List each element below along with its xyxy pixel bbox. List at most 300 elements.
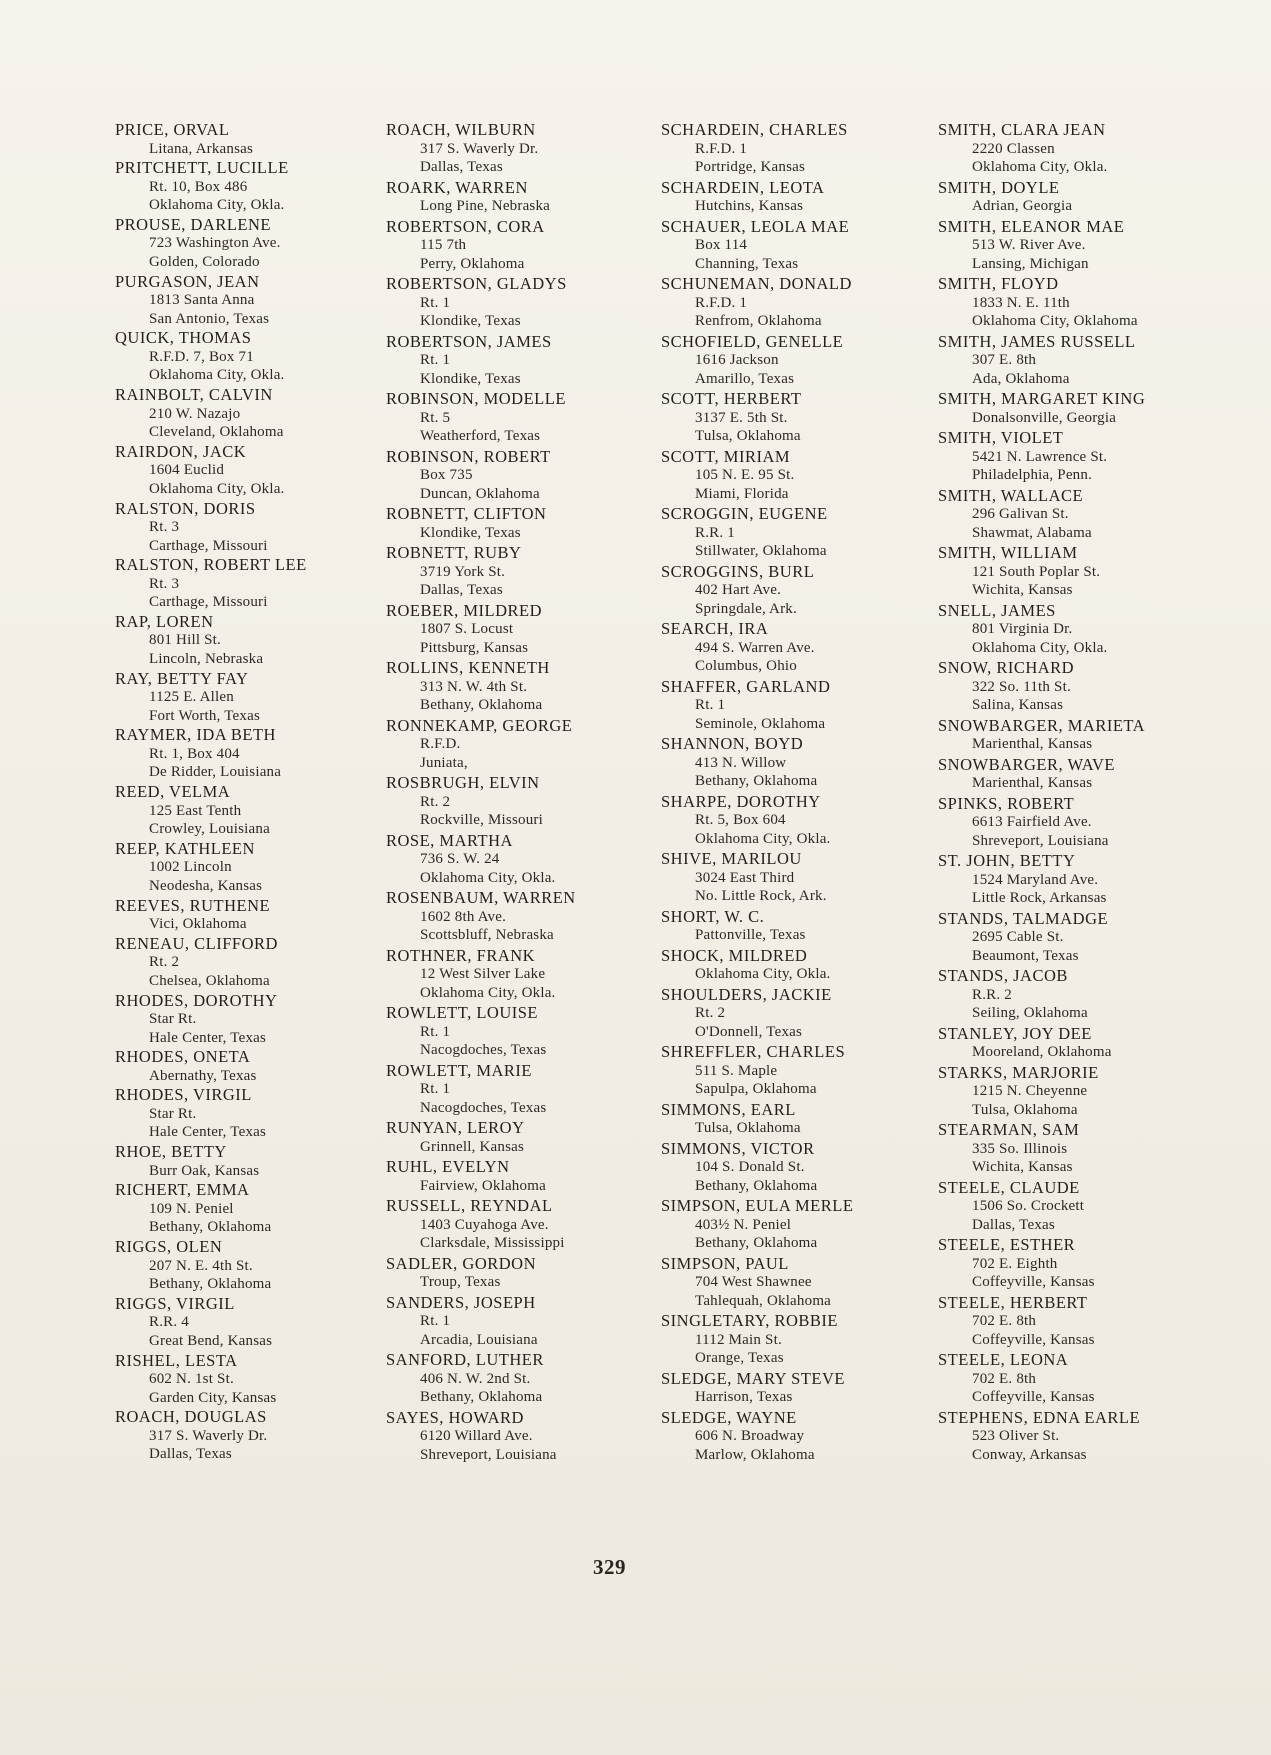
entry-address-line: 1813 Santa Anna: [149, 292, 255, 309]
entry-address-line: Juniata,: [420, 754, 468, 771]
entry-name: ROACH, DOUGLAS: [115, 1407, 267, 1427]
entry-address-line: R.F.D.: [420, 736, 461, 752]
entry-address-line: 3024 East Third: [695, 869, 795, 886]
entry-name: STEELE, HERBERT: [938, 1292, 1088, 1312]
directory-entry: [115, 670, 380, 726]
entry-address-line: 210 W. Nazajo: [149, 405, 241, 422]
entry-address-line: 413 N. Willow: [695, 754, 787, 771]
entry-address-line: Hale Center, Texas: [149, 1029, 267, 1046]
entry-address-line: 736 S. W. 24: [420, 851, 500, 867]
entry-name: ROBNETT, CLIFTON: [386, 504, 547, 523]
entry-name: SNELL, JAMES: [938, 600, 1056, 620]
entry-name: SMITH, DOYLE: [938, 177, 1060, 197]
entry-address-line: Seminole, Oklahoma: [695, 715, 826, 732]
entry-name: RUHL, EVELYN: [386, 1157, 510, 1176]
directory-entry: [115, 216, 380, 272]
entry-address-line: Coffeyville, Kansas: [972, 1274, 1095, 1290]
entry-address-line: 1833 N. E. 11th: [972, 294, 1070, 311]
entry-name: SLEDGE, MARY STEVE: [661, 1368, 845, 1388]
directory-entry: [938, 1179, 1238, 1235]
directory-entry: [386, 659, 656, 715]
directory-entry: [938, 1351, 1238, 1407]
entry-address-line: Hale Center, Texas: [149, 1124, 267, 1141]
directory-entry: [386, 1351, 656, 1407]
entry-address-line: 12 West Silver Lake: [420, 966, 546, 982]
entry-address-line: Rt. 1: [420, 1081, 451, 1097]
entry-address-line: Box 735: [420, 467, 473, 483]
entry-address-line: Bethany, Oklahoma: [420, 1389, 543, 1405]
entry-address-line: Dallas, Texas: [972, 1216, 1055, 1233]
entry-address-line: Coffeyville, Kansas: [972, 1331, 1095, 1348]
entry-address-line: Tulsa, Oklahoma: [695, 1120, 801, 1136]
entry-name: SNOWBARGER, WAVE: [938, 754, 1115, 774]
entry-name: SCROGGINS, BURL: [661, 561, 815, 581]
directory-entry: [661, 218, 933, 274]
directory-entry: [661, 620, 933, 676]
entry-address-line: 307 E. 8th: [972, 352, 1037, 368]
entry-address-line: 1125 E. Allen: [149, 689, 234, 706]
entry-address-line: 702 E. Eighth: [972, 1255, 1058, 1272]
entry-address-line: Tahlequah, Oklahoma: [695, 1292, 832, 1309]
entry-address-line: Perry, Oklahoma: [420, 255, 525, 272]
entry-address-line: No. Little Rock, Ark.: [695, 888, 827, 904]
directory-entry: [386, 774, 656, 830]
entry-address-line: Tulsa, Oklahoma: [972, 1101, 1078, 1118]
entry-address-line: Dallas, Texas: [420, 159, 503, 175]
entry-name: SMITH, CLARA JEAN: [938, 120, 1106, 139]
entry-name: SMITH, JAMES RUSSELL: [938, 331, 1136, 351]
entry-address-line: Orange, Texas: [695, 1350, 784, 1366]
entry-name: SLEDGE, WAYNE: [661, 1407, 797, 1427]
entry-address-line: 115 7th: [420, 237, 467, 253]
entry-address-line: 317 S. Waverly Dr.: [149, 1427, 268, 1444]
entry-address-line: 1506 So. Crockett: [972, 1198, 1085, 1214]
directory-entry: [938, 121, 1238, 177]
entry-name: RAP, LOREN: [115, 611, 214, 631]
directory-entry: [938, 275, 1238, 331]
entry-address-line: 105 N. E. 95 St.: [695, 467, 795, 483]
entry-address-line: Fort Worth, Texas: [149, 707, 261, 724]
entry-address-line: Rt. 2: [695, 1005, 726, 1021]
entry-address-line: Rt. 2: [149, 954, 180, 971]
entry-address-line: Grinnell, Kansas: [420, 1138, 525, 1155]
entry-name: ROBERTSON, GLADYS: [386, 274, 567, 293]
directory-entry: [386, 505, 656, 542]
entry-address-line: 523 Oliver St.: [972, 1428, 1060, 1444]
entry-address-line: 2695 Cable St.: [972, 929, 1064, 945]
entry-address-line: R.R. 1: [695, 524, 735, 541]
entry-name: SMITH, WALLACE: [938, 485, 1084, 505]
entry-name: PURGASON, JEAN: [115, 271, 260, 291]
entry-address-line: Tulsa, Oklahoma: [695, 428, 801, 444]
entry-address-line: 1602 8th Ave.: [420, 908, 507, 925]
entry-address-line: Rt. 10, Box 486: [149, 178, 248, 195]
entry-address-line: Renfrom, Oklahoma: [695, 313, 822, 329]
entry-address-line: 335 So. Illinois: [972, 1140, 1068, 1157]
entry-address-line: Clarksdale, Mississippi: [420, 1235, 565, 1251]
entry-name: SPINKS, ROBERT: [938, 793, 1075, 813]
entry-name: SCHAUER, LEOLA MAE: [661, 216, 850, 236]
entry-name: ROSENBAUM, WARREN: [386, 888, 576, 907]
entry-address-line: Star Rt.: [149, 1011, 197, 1027]
directory-entry: [661, 735, 933, 791]
entry-address-line: Shreveport, Louisiana: [420, 1446, 557, 1463]
entry-name: ROBERTSON, CORA: [386, 216, 545, 236]
directory-entry: [115, 121, 380, 158]
entry-address-line: 296 Galivan St.: [972, 506, 1069, 522]
entry-address-line: Rt. 1: [420, 1023, 451, 1040]
entry-address-line: Nacogdoches, Texas: [420, 1042, 547, 1058]
directory-entry: [386, 218, 656, 274]
entry-address-line: Pittsburg, Kansas: [420, 639, 529, 656]
directory-entry: [661, 1312, 933, 1368]
entry-name: RHODES, ONETA: [115, 1047, 251, 1067]
entry-name: SMITH, VIOLET: [938, 428, 1064, 447]
directory-entry: [661, 986, 933, 1042]
entry-address-line: Klondike, Texas: [420, 313, 521, 329]
entry-name: RHODES, VIRGIL: [115, 1085, 252, 1105]
entry-name: SINGLETARY, ROBBIE: [661, 1311, 838, 1330]
entry-address-line: Oklahoma City, Okla.: [972, 639, 1108, 656]
directory-entry: [386, 179, 656, 216]
directory-entry: [386, 448, 656, 504]
directory-entry: [115, 726, 380, 782]
column-3: [661, 121, 933, 1464]
entry-address-line: 801 Hill St.: [149, 632, 221, 649]
directory-entry: [661, 908, 933, 945]
entry-address-line: 6120 Willard Ave.: [420, 1428, 533, 1444]
directory-entry: [661, 1255, 933, 1311]
entry-address-line: Amarillo, Texas: [695, 370, 795, 387]
entry-address-line: Bethany, Oklahoma: [420, 697, 543, 713]
entry-address-line: 1524 Maryland Ave.: [972, 871, 1099, 888]
entry-address-line: Chelsea, Oklahoma: [149, 972, 270, 989]
page-number: 329: [593, 1555, 626, 1579]
directory-entry: [386, 947, 656, 1003]
entry-address-line: Oklahoma City, Okla.: [420, 984, 556, 1001]
entry-address-line: Oklahoma City, Okla.: [972, 159, 1108, 175]
entry-address-line: Miami, Florida: [695, 485, 789, 502]
directory-entry: [386, 1294, 656, 1350]
entry-name: SMITH, MARGARET KING: [938, 389, 1146, 408]
entry-name: QUICK, THOMAS: [115, 328, 252, 348]
column-1: [115, 121, 380, 1464]
entry-address-line: Ada, Oklahoma: [972, 370, 1070, 387]
entry-address-line: 1403 Cuyahoga Ave.: [420, 1216, 549, 1233]
directory-entry: [938, 429, 1238, 485]
directory-entry: [661, 333, 933, 389]
directory-entry: [938, 1409, 1238, 1465]
entry-address-line: Wichita, Kansas: [972, 1159, 1073, 1175]
entry-name: ROBINSON, ROBERT: [386, 446, 551, 466]
entry-address-line: Oklahoma City, Okla.: [149, 367, 285, 384]
entry-address-line: 801 Virginia Dr.: [972, 621, 1073, 637]
entry-name: SHIVE, MARILOU: [661, 849, 802, 868]
entry-name: PRICE, ORVAL: [115, 120, 230, 139]
directory-entry: [115, 159, 380, 215]
entry-address-line: Little Rock, Arkansas: [972, 890, 1107, 906]
entry-address-line: Bethany, Oklahoma: [695, 1177, 818, 1194]
entry-name: PROUSE, DARLENE: [115, 214, 272, 234]
entry-name: RUSSELL, REYNDAL: [386, 1196, 553, 1215]
entry-name: STANDS, TALMADGE: [938, 908, 1109, 928]
entry-name: SHOULDERS, JACKIE: [661, 984, 832, 1004]
entry-name: ROSBRUGH, ELVIN: [386, 773, 540, 792]
entry-name: ROEBER, MILDRED: [386, 600, 542, 620]
entry-name: SCHOFIELD, GENELLE: [661, 331, 844, 351]
entry-address-line: Bethany, Oklahoma: [149, 1276, 272, 1293]
directory-entry: [661, 1101, 933, 1138]
directory-entry: [938, 1025, 1238, 1062]
directory-entry: [386, 275, 656, 331]
entry-name: RICHERT, EMMA: [115, 1180, 250, 1200]
entry-address-line: 406 N. W. 2nd St.: [420, 1370, 531, 1387]
entry-name: SIMPSON, EULA MERLE: [661, 1196, 854, 1215]
entry-name: SANDERS, JOSEPH: [386, 1292, 536, 1312]
directory-entry: [661, 448, 933, 504]
entry-address-line: Bethany, Oklahoma: [695, 1235, 818, 1251]
entry-name: SIMPSON, PAUL: [661, 1253, 789, 1273]
entry-address-line: Rt. 3: [149, 575, 180, 592]
entry-address-line: 702 E. 8th: [972, 1313, 1037, 1329]
entry-address-line: 2220 Classen: [972, 140, 1055, 157]
entry-address-line: 121 South Poplar St.: [972, 563, 1101, 580]
directory-entry: [386, 1119, 656, 1156]
entry-address-line: Dallas, Texas: [149, 1446, 232, 1463]
entry-address-line: Portridge, Kansas: [695, 159, 806, 175]
entry-address-line: O'Donnell, Texas: [695, 1023, 803, 1040]
entry-address-line: Cleveland, Oklahoma: [149, 424, 284, 441]
entry-name: REEP, KATHLEEN: [115, 838, 255, 858]
entry-name: SMITH, FLOYD: [938, 274, 1059, 293]
entry-address-line: 511 S. Maple: [695, 1062, 778, 1079]
entry-name: RALSTON, DORIS: [115, 498, 256, 518]
directory-entry: [386, 602, 656, 658]
entry-name: RHODES, DOROTHY: [115, 990, 278, 1010]
entry-address-line: Adrian, Georgia: [972, 198, 1073, 214]
directory-entry: [661, 1370, 933, 1407]
directory-entry: [386, 1004, 656, 1060]
directory-entry: [661, 1043, 933, 1099]
entry-address-line: 494 S. Warren Ave.: [695, 639, 815, 656]
entry-name: SHAFFER, GARLAND: [661, 676, 831, 696]
directory-entry: [115, 273, 380, 329]
entry-name: RALSTON, ROBERT LEE: [115, 555, 307, 575]
directory-entry: [386, 333, 656, 389]
directory-entry: [115, 1181, 380, 1237]
entry-address-line: Klondike, Texas: [420, 524, 521, 541]
entry-name: SCHUNEMAN, DONALD: [661, 274, 852, 293]
entry-address-line: Box 114: [695, 237, 748, 253]
entry-name: STEPHENS, EDNA EARLE: [938, 1407, 1141, 1427]
entry-name: RIGGS, OLEN: [115, 1237, 223, 1257]
entry-name: RIGGS, VIRGIL: [115, 1293, 235, 1313]
entry-address-line: Oklahoma City, Oklahoma: [972, 313, 1138, 329]
directory-entry: [386, 1158, 656, 1195]
entry-address-line: Shreveport, Louisiana: [972, 832, 1109, 849]
directory-entry: [938, 852, 1238, 908]
entry-name: ROBNETT, RUBY: [386, 543, 522, 562]
directory-entry: [938, 756, 1238, 793]
directory-entry: [386, 832, 656, 888]
entry-address-line: Oklahoma City, Okla.: [695, 830, 831, 847]
entry-address-line: Nacogdoches, Texas: [420, 1099, 547, 1116]
entry-name: RAY, BETTY FAY: [115, 668, 249, 688]
directory-entry: [386, 390, 656, 446]
directory-entry: [661, 505, 933, 561]
entry-name: ST. JOHN, BETTY: [938, 851, 1076, 870]
entry-address-line: Rt. 5, Box 604: [695, 812, 786, 828]
entry-name: SCOTT, MIRIAM: [661, 446, 791, 466]
entry-address-line: Weatherford, Texas: [420, 428, 541, 444]
directory-entry: [661, 793, 933, 849]
entry-address-line: Lansing, Michigan: [972, 255, 1089, 272]
entry-name: SIMMONS, VICTOR: [661, 1138, 815, 1158]
entry-address-line: Hutchins, Kansas: [695, 198, 804, 214]
entry-address-line: Donalsonville, Georgia: [972, 409, 1117, 426]
entry-address-line: Coffeyville, Kansas: [972, 1389, 1095, 1405]
directory-entry: [115, 613, 380, 669]
entry-name: SCROGGIN, EUGENE: [661, 504, 828, 523]
entry-address-line: 207 N. E. 4th St.: [149, 1257, 253, 1274]
directory-entry: [661, 390, 933, 446]
entry-name: RENEAU, CLIFFORD: [115, 933, 278, 953]
directory-entry: [661, 1409, 933, 1465]
entry-name: SHANNON, BOYD: [661, 734, 804, 753]
entry-name: SHARPE, DOROTHY: [661, 791, 821, 811]
entry-name: SHORT, W. C.: [661, 906, 765, 926]
entry-address-line: 1002 Lincoln: [149, 859, 232, 876]
entry-address-line: Golden, Colorado: [149, 253, 260, 270]
entry-address-line: Troup, Texas: [420, 1274, 501, 1290]
directory-entry: [938, 179, 1238, 216]
entry-address-line: Wichita, Kansas: [972, 582, 1073, 598]
entry-address-line: 403½ N. Peniel: [695, 1216, 792, 1233]
entry-name: STEELE, LEONA: [938, 1350, 1069, 1369]
directory-entry: [115, 1086, 380, 1142]
directory-entry: [115, 1295, 380, 1351]
entry-name: RISHEL, LESTA: [115, 1350, 238, 1370]
directory-entry: [938, 910, 1238, 966]
column-4: [938, 121, 1238, 1464]
entry-address-line: Klondike, Texas: [420, 370, 521, 387]
directory-entry: [115, 1408, 380, 1464]
entry-address-line: Rt. 1: [420, 352, 451, 368]
directory-entry: [115, 1048, 380, 1085]
entry-address-line: Great Bend, Kansas: [149, 1332, 273, 1349]
entry-address-line: Beaumont, Texas: [972, 947, 1079, 964]
directory-entry: [386, 889, 656, 945]
directory-entry: [386, 544, 656, 600]
entry-address-line: San Antonio, Texas: [149, 310, 270, 327]
entry-address-line: Marlow, Oklahoma: [695, 1446, 815, 1463]
entry-address-line: 313 N. W. 4th St.: [420, 678, 528, 695]
directory-entry: [115, 386, 380, 442]
entry-address-line: 723 Washington Ave.: [149, 235, 281, 252]
entry-name: ROTHNER, FRANK: [386, 945, 536, 965]
entry-address-line: 702 E. 8th: [972, 1370, 1037, 1387]
directory-entry: [115, 329, 380, 385]
directory-entry: [115, 840, 380, 896]
entry-address-line: Seiling, Oklahoma: [972, 1005, 1088, 1021]
directory-entry: [938, 333, 1238, 389]
entry-name: SIMMONS, EARL: [661, 1099, 796, 1119]
entry-address-line: 1616 Jackson: [695, 352, 779, 368]
directory-entry: [938, 659, 1238, 715]
entry-address-line: 6613 Fairfield Ave.: [972, 814, 1092, 830]
entry-address-line: 322 So. 11th St.: [972, 678, 1071, 695]
entry-address-line: Duncan, Oklahoma: [420, 485, 540, 502]
directory-entry: [938, 602, 1238, 658]
entry-name: SMITH, WILLIAM: [938, 543, 1078, 562]
entry-address-line: Star Rt.: [149, 1105, 197, 1122]
entry-address-line: Lincoln, Nebraska: [149, 650, 264, 667]
entry-name: RONNEKAMP, GEORGE: [386, 715, 573, 735]
entry-name: RHOE, BETTY: [115, 1142, 227, 1162]
entry-name: STEELE, CLAUDE: [938, 1177, 1080, 1197]
entry-address-line: Crowley, Louisiana: [149, 821, 270, 838]
entry-address-line: 104 S. Donald St.: [695, 1159, 805, 1175]
directory-entry: [115, 443, 380, 499]
entry-name: STARKS, MARJORIE: [938, 1062, 1099, 1082]
entry-address-line: Marienthal, Kansas: [972, 775, 1093, 791]
directory-entry: [938, 1294, 1238, 1350]
entry-name: RAYMER, IDA BETH: [115, 725, 276, 745]
directory-entry: [661, 1140, 933, 1196]
entry-address-line: Rockville, Missouri: [420, 812, 543, 828]
entry-address-line: Abernathy, Texas: [149, 1067, 257, 1084]
entry-address-line: 1807 S. Locust: [420, 621, 514, 637]
entry-address-line: 109 N. Peniel: [149, 1200, 234, 1217]
entry-address-line: Carthage, Missouri: [149, 594, 268, 611]
entry-name: STEELE, ESTHER: [938, 1235, 1076, 1254]
directory-entry: [115, 556, 380, 612]
directory-entry: [661, 947, 933, 984]
directory-entry: [661, 179, 933, 216]
entry-name: STANLEY, JOY DEE: [938, 1023, 1092, 1043]
directory-entry: [938, 1064, 1238, 1120]
directory-entry: [661, 121, 933, 177]
directory-entry: [115, 500, 380, 556]
entry-address-line: Channing, Texas: [695, 255, 799, 272]
entry-address-line: 1215 N. Cheyenne: [972, 1083, 1088, 1099]
entry-address-line: R.F.D. 1: [695, 140, 748, 157]
entry-address-line: 1604 Euclid: [149, 462, 225, 479]
entry-address-line: Bethany, Oklahoma: [695, 773, 818, 789]
entry-address-line: R.R. 2: [972, 986, 1012, 1003]
entry-address-line: 704 West Shawnee: [695, 1274, 812, 1290]
entry-address-line: Shawmat, Alabama: [972, 524, 1092, 541]
entry-name: SAYES, HOWARD: [386, 1407, 524, 1427]
entry-address-line: R.F.D. 7, Box 71: [149, 348, 254, 365]
entry-address-line: Harrison, Texas: [695, 1389, 793, 1405]
entry-name: SANFORD, LUTHER: [386, 1350, 544, 1369]
entry-address-line: De Ridder, Louisiana: [149, 764, 282, 781]
entry-address-line: Carthage, Missouri: [149, 537, 268, 554]
entry-address-line: Dallas, Texas: [420, 582, 503, 598]
directory-entry: [115, 1143, 380, 1180]
directory-entry: [938, 1121, 1238, 1177]
entry-name: STEARMAN, SAM: [938, 1120, 1080, 1139]
entry-address-line: Rt. 1, Box 404: [149, 745, 240, 762]
entry-name: RAIRDON, JACK: [115, 441, 247, 461]
entry-address-line: Rt. 2: [420, 793, 451, 810]
directory-entry: [115, 783, 380, 839]
entry-address-line: Rt. 1: [420, 294, 451, 311]
entry-address-line: Sapulpa, Oklahoma: [695, 1081, 817, 1097]
entry-name: SCOTT, HERBERT: [661, 389, 802, 408]
entry-name: ROWLETT, LOUISE: [386, 1003, 538, 1022]
